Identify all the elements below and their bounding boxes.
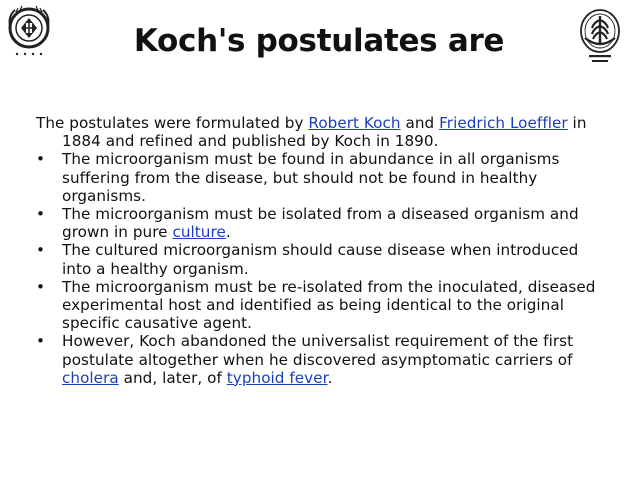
bullet-text: The microorganism must be found in abundance in all organisms suffering from the disease, but should not be found in healthy organisms. — [62, 150, 560, 205]
bullet-text-end: . — [225, 223, 231, 242]
intro-text-before: The postulates were formulated by — [36, 114, 309, 132]
bullet-text: The cultured microorganism should cause disease when introduced into a healthy organism. — [62, 241, 579, 278]
bullet-icon: • — [36, 241, 46, 260]
culture-link[interactable]: culture — [172, 223, 226, 242]
typhoid-fever-link[interactable]: typhoid fever — [226, 368, 328, 387]
list-item — [36, 150, 596, 205]
list-item — [36, 241, 596, 277]
bullet-icon: • — [36, 205, 46, 224]
slide-body — [36, 114, 596, 387]
list-item — [36, 278, 596, 333]
list-item — [36, 332, 596, 387]
intro-text-after: in 1884 and refined and published by Koch in 1890. — [62, 114, 587, 151]
bullet-text: The microorganism must be isolated from a diseased organism and grown in pure — [62, 205, 579, 242]
friedrich-loeffler-link[interactable]: Friedrich Loeffler — [439, 114, 568, 132]
bullet-text-end: . — [327, 368, 333, 387]
bullet-text-middle: and, later, of — [118, 368, 227, 387]
list-item — [36, 205, 596, 241]
bullet-text: The microorganism must be re-isolated from the inoculated, diseased experimental host and identified as being identical to the original specific causative agent. — [62, 277, 596, 333]
bullet-icon: • — [36, 277, 46, 296]
bullet-text: However, Koch abandoned the universalist requirement of the first postulate altogether when he discovered asymptomatic carriers of — [62, 332, 574, 369]
bullet-icon: • — [36, 150, 46, 169]
slide-title: Koch's postulates are — [133, 23, 505, 59]
intro-paragraph — [36, 114, 596, 150]
bullet-icon: • — [36, 332, 46, 351]
intro-text-middle: and — [400, 114, 440, 132]
cholera-link[interactable]: cholera — [62, 368, 119, 387]
robert-koch-link[interactable]: Robert Koch — [308, 114, 401, 132]
